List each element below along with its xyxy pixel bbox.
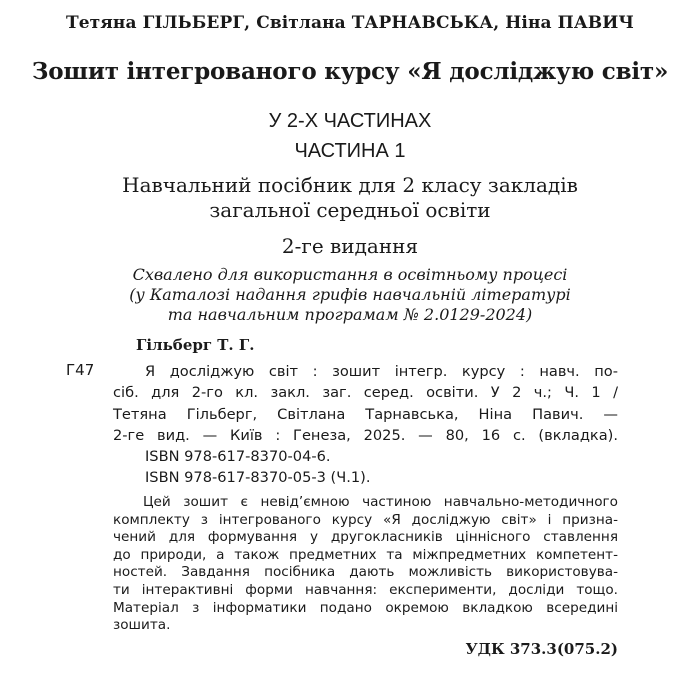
approval-note: [0, 265, 700, 325]
isbn-line: ISBN 978-617-8370-04-6.: [145, 448, 331, 465]
edition-label: 2-ге видання: [281, 234, 419, 258]
part-label: ЧАСТИНА 1: [294, 140, 406, 162]
annotation-line: комплекту з інтегрованого курсу «Я досліджую світ» і призна-: [113, 511, 618, 528]
catalog-entry-line: Я досліджую світ : зошит інтегр. курсу : навч. по-: [145, 363, 618, 380]
annotation-line: чений для формування у другокласників ціннісного ставлення: [113, 529, 618, 546]
annotation-line: Цей зошит є невід’ємною частиною навчально-методичного: [143, 494, 618, 510]
annotation-line: Матеріал з інформатики подано окремою вкладкою всередині: [113, 599, 618, 616]
catalog-entry-line: 2-ге вид. — Київ : Генеза, 2025. — 80, 16 с. (вкладка).: [113, 426, 618, 444]
approval-line: (у Каталозі надання грифів навчальній літературі: [129, 285, 571, 304]
approval-line: Схвалено для використання в освітньому процесі: [132, 265, 568, 284]
udc-code: УДК 373.3(075.2): [465, 640, 618, 658]
purpose-line: загальної середньої освіти: [209, 198, 491, 222]
annotation-line: до природи, а також предметних та міжпредметних компетент-: [113, 546, 618, 563]
isbn-line: ISBN 978-617-8370-05-3 (Ч.1).: [145, 469, 371, 487]
annotation-line: ти інтерактивні форми навчання: експерименти, досліди тощо.: [113, 581, 618, 598]
catalog-entry-line: сіб. для 2-го кл. закл. заг. серед. освіти. У 2 ч.; Ч. 1 /: [113, 384, 618, 402]
purpose-block: [0, 173, 700, 223]
authors-line: Тетяна ГІЛЬБЕРГ, Світлана ТАРНАВСЬКА, Ніна ПАВИЧ: [65, 13, 635, 33]
annotation-paragraph: [113, 494, 618, 635]
catalog-entry-line: Тетяна Гільберг, Світлана Тарнавська, Ніна Павич. —: [113, 405, 618, 423]
catalog-author: Гільберг Т. Г.: [136, 336, 255, 354]
catalog-code: Г47: [66, 361, 95, 379]
isbn-block: [145, 446, 371, 489]
parts-block: [0, 106, 700, 166]
catalog-entry: [113, 361, 618, 446]
book-title: Зошит інтегрованого курсу «Я досліджую світ»: [31, 58, 669, 85]
annotation-line: ностей. Завдання посібника дають можливість використовува-: [113, 564, 618, 581]
volumes-label: У 2-Х ЧАСТИНАХ: [268, 110, 432, 132]
annotation-line: зошита.: [113, 617, 171, 634]
approval-line: та навчальним програмам № 2.0129-2024): [167, 305, 533, 324]
purpose-line: Навчальний посібник для 2 класу закладів: [122, 173, 578, 197]
